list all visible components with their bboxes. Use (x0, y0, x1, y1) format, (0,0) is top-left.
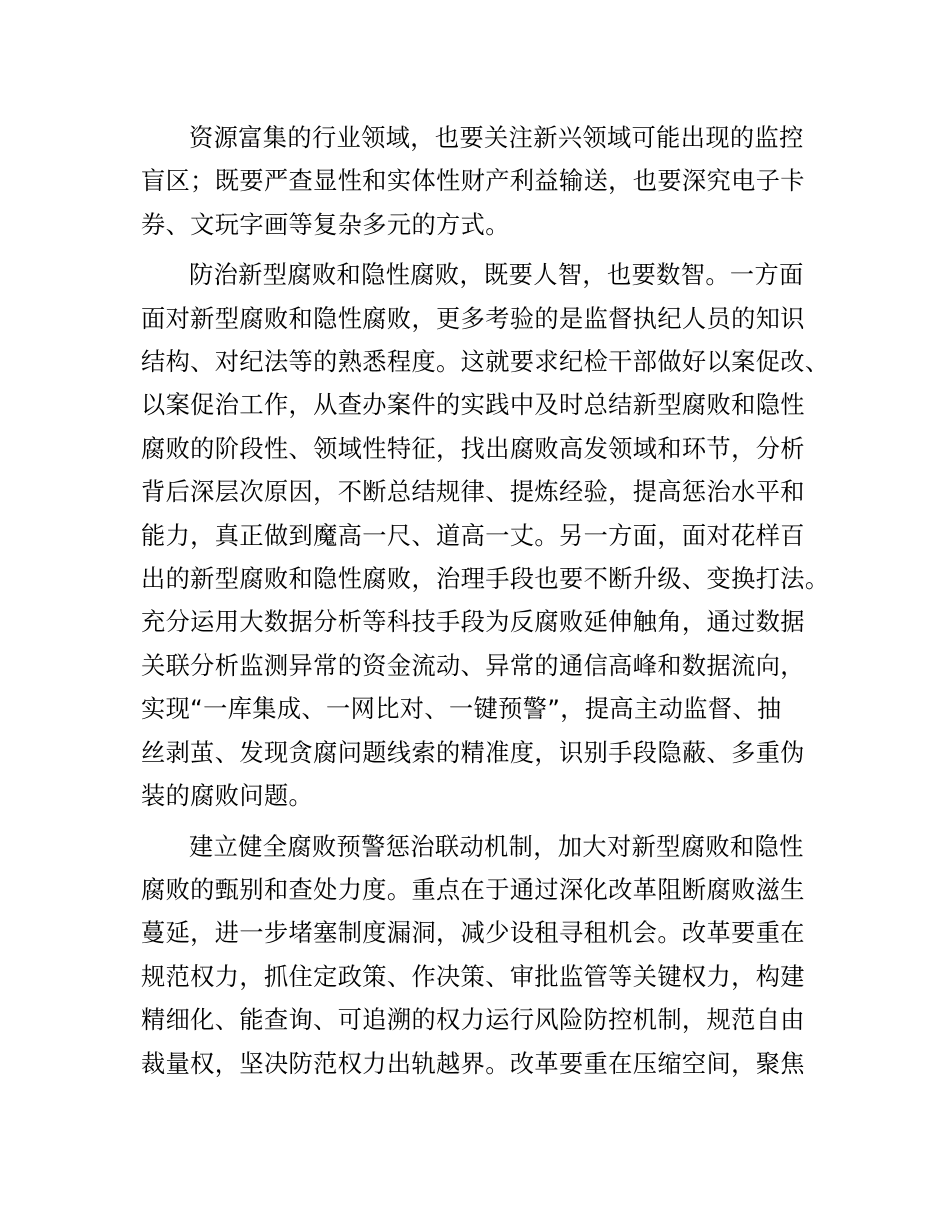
text-line: 腐败的阶段性、领域性特征，找出腐败高发领域和环节，分析 (141, 434, 805, 463)
text-line: 充分运用大数据分析等科技手段为反腐败延伸触角，通过数据 (141, 608, 805, 637)
text-line: 资源富集的行业领域，也要关注新兴领域可能出现的监控 (189, 124, 804, 152)
text-line: 出的新型腐败和隐性腐败，治理手段也要不断升级、变换打法。 (141, 565, 830, 594)
text-line: 关联分析监测异常的资金流动、异常的通信高峰和数据流向， (141, 651, 805, 680)
paragraph-1 (141, 117, 841, 247)
text-line: 以案促治工作，从查办案件的实践中及时总结新型腐败和隐性 (141, 391, 805, 420)
text-line: 建立健全腐败预警惩治联动机制，加大对新型腐败和隐性 (189, 832, 804, 861)
text-line: 蔓延，进一步堵塞制度漏洞，减少设租寻租机会。改革要重在 (141, 919, 805, 948)
paragraph-2 (141, 254, 841, 818)
text-line: 能力，真正做到魔高一尺、道高一丈。另一方面，面对花样百 (141, 521, 805, 550)
text-line: 精细化、能查询、可追溯的权力运行风险防控机制，规范自由 (141, 1006, 805, 1035)
paragraph-3 (141, 826, 841, 1086)
text-line: 券、文玩字画等复杂多元的方式。 (141, 210, 510, 239)
text-line: 背后深层次原因，不断总结规律、提炼经验，提高惩治水平和 (141, 478, 805, 507)
text-line: 面对新型腐败和隐性腐败，更多考验的是监督执纪人员的知识 (141, 304, 805, 333)
text-line: 结构、对纪法等的熟悉程度。这就要求纪检干部做好以案促改、 (141, 348, 830, 377)
text-line: 裁量权，坚决防范权力出轨越界。改革要重在压缩空间，聚焦 (141, 1049, 805, 1078)
text-line: 防治新型腐败和隐性腐败，既要人智，也要数智。一方面 (189, 261, 804, 290)
text-line: 腐败的甄别和查处力度。重点在于通过深化改革阻断腐败滋生 (141, 875, 805, 904)
text-line: 规范权力，抓住定政策、作决策、审批监管等关键权力，构建 (141, 962, 805, 991)
text-line: 盲区；既要严查显性和实体性财产利益输送，也要深究电子卡 (141, 167, 805, 196)
document-body (141, 117, 841, 1093)
text-line: 丝剥茧、发现贪腐问题线索的精准度，识别手段隐蔽、多重伪 (141, 738, 805, 767)
text-line: 实现“一库集成、一网比对、一键预警”，提高主动监督、抽 (141, 695, 782, 724)
text-line: 装的腐败问题。 (141, 782, 314, 811)
